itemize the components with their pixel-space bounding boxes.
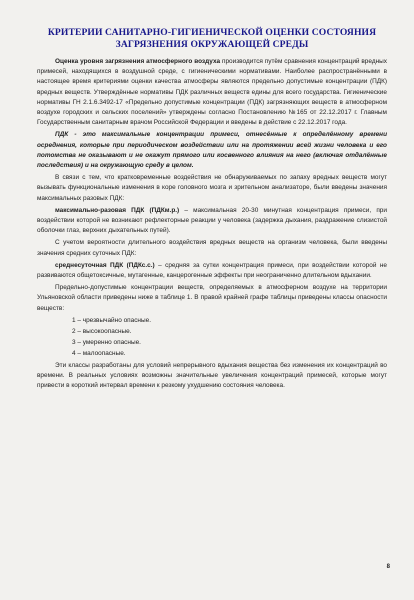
paragraph-text: – максимальная 20-30 минутная концентрация примеси, при воздействии которой не возникают рефлекторные реакции у человека (задержка дыхания, раздражение слизистой оболочки глаз, верхних дыхательных путей). [37,206,387,235]
paragraph-long-term: С учетом вероятности длительного воздействия вредных веществ на организм человека, были введены значения средних суточных ПДК: [37,239,387,257]
paragraph-pdk-definition [37,130,387,171]
paragraph-text: производится путём сравнения концентраций вредных примесей, находящихся в воздушной среде, с гигиеническими нормативами. Наиболее распространёнными в настоящее время критериями оценки качества атмосферы являются предельно допустимые концентрации (ПДК) вредных веществ. Утверждённые нормативы ПДК различных веществ едины для всего государства. Гигиенические нормативы ГН 2.1.6.3492-17 «Предельно допустимые концентрации (ПДК) загрязняющих веществ в атмосферном воздухе городских и сельских поселений» утверждены согласно Постановлению №165 от 22.12.2017 г. Главным Государственным санитарным врачом Российской Федерации и введены в действие с 22.12.2017 года. [37,58,387,127]
page-title [37,27,387,50]
title-line-2: ЗАГРЯЗНЕНИЯ ОКРУЖАЮЩЕЙ СРЕДЫ [115,38,309,50]
paragraph-lead: максимально-разовая ПДК (ПДКм.р.) [55,206,180,214]
paragraph-lead: среднесуточная ПДК (ПДКс.с.) [55,261,155,269]
paragraph-lead: ПДК [55,131,69,139]
hazard-class-item: 2 – высокоопасные. [72,328,132,336]
page-number: 8 [386,564,390,570]
paragraph-conclusion: Эти классы разработаны для условий непрерывного вдыхания вещества без изменения их концентраций во времени. В реальных условиях возможны значительные увеличения концентраций примесей, которые могут привести в короткий интервал времени к резкому ухудшению состояния человека. [37,361,387,390]
paragraph-max-single-pdk [37,206,387,237]
paragraph-lead: Оценка уровня загрязнения атмосферного воздуха [55,58,221,65]
hazard-class-item: 4 – малоопасные. [72,350,126,358]
paragraph-daily-pdk [37,261,387,281]
body-text [37,57,387,391]
hazard-class-item: 1 – чрезвычайно опасные. [72,316,151,324]
title-line-1: КРИТЕРИИ САНИТАРНО-ГИГИЕНИЧЕСКОЙ ОЦЕНКИ СОСТОЯНИЯ [47,27,377,38]
paragraph-table-intro: Предельно-допустимые концентрации веществ, определяемых в атмосферном воздухе на территории Ульяновской области приведены ниже в таблице 1. В правой крайней графе таблицы приведены классы опасности веществ: [37,284,387,312]
paragraph-text: - это максимальные концентрации примеси, отнесённые к определённому времени осреднения, которые при периодическом воздействии или на протяжении всей жизни человека и его потомства не оказывают и не окажут прямого или косвенного влияния на него (включая отдалённые последствия) и на окружающую среду в целом. [37,131,387,170]
paragraph-air-assessment [37,57,387,128]
paragraph-short-term: В связи с тем, что кратковременные воздействия не обнаруживаемых по запаху вредных веществ могут вызывать функциональные изменения в коре головного мозга и зрительном анализаторе, были введены значения максимальных разовых ПДК: [37,174,387,202]
hazard-class-item: 3 – умеренно опасные. [72,339,141,347]
paragraph-text: – средняя за сутки концентрация примеси, при воздействии которой не развиваются общетоксичные, мутагенные, канцерогенные эффекты при неограниченно длительном вдыхании. [37,261,387,280]
